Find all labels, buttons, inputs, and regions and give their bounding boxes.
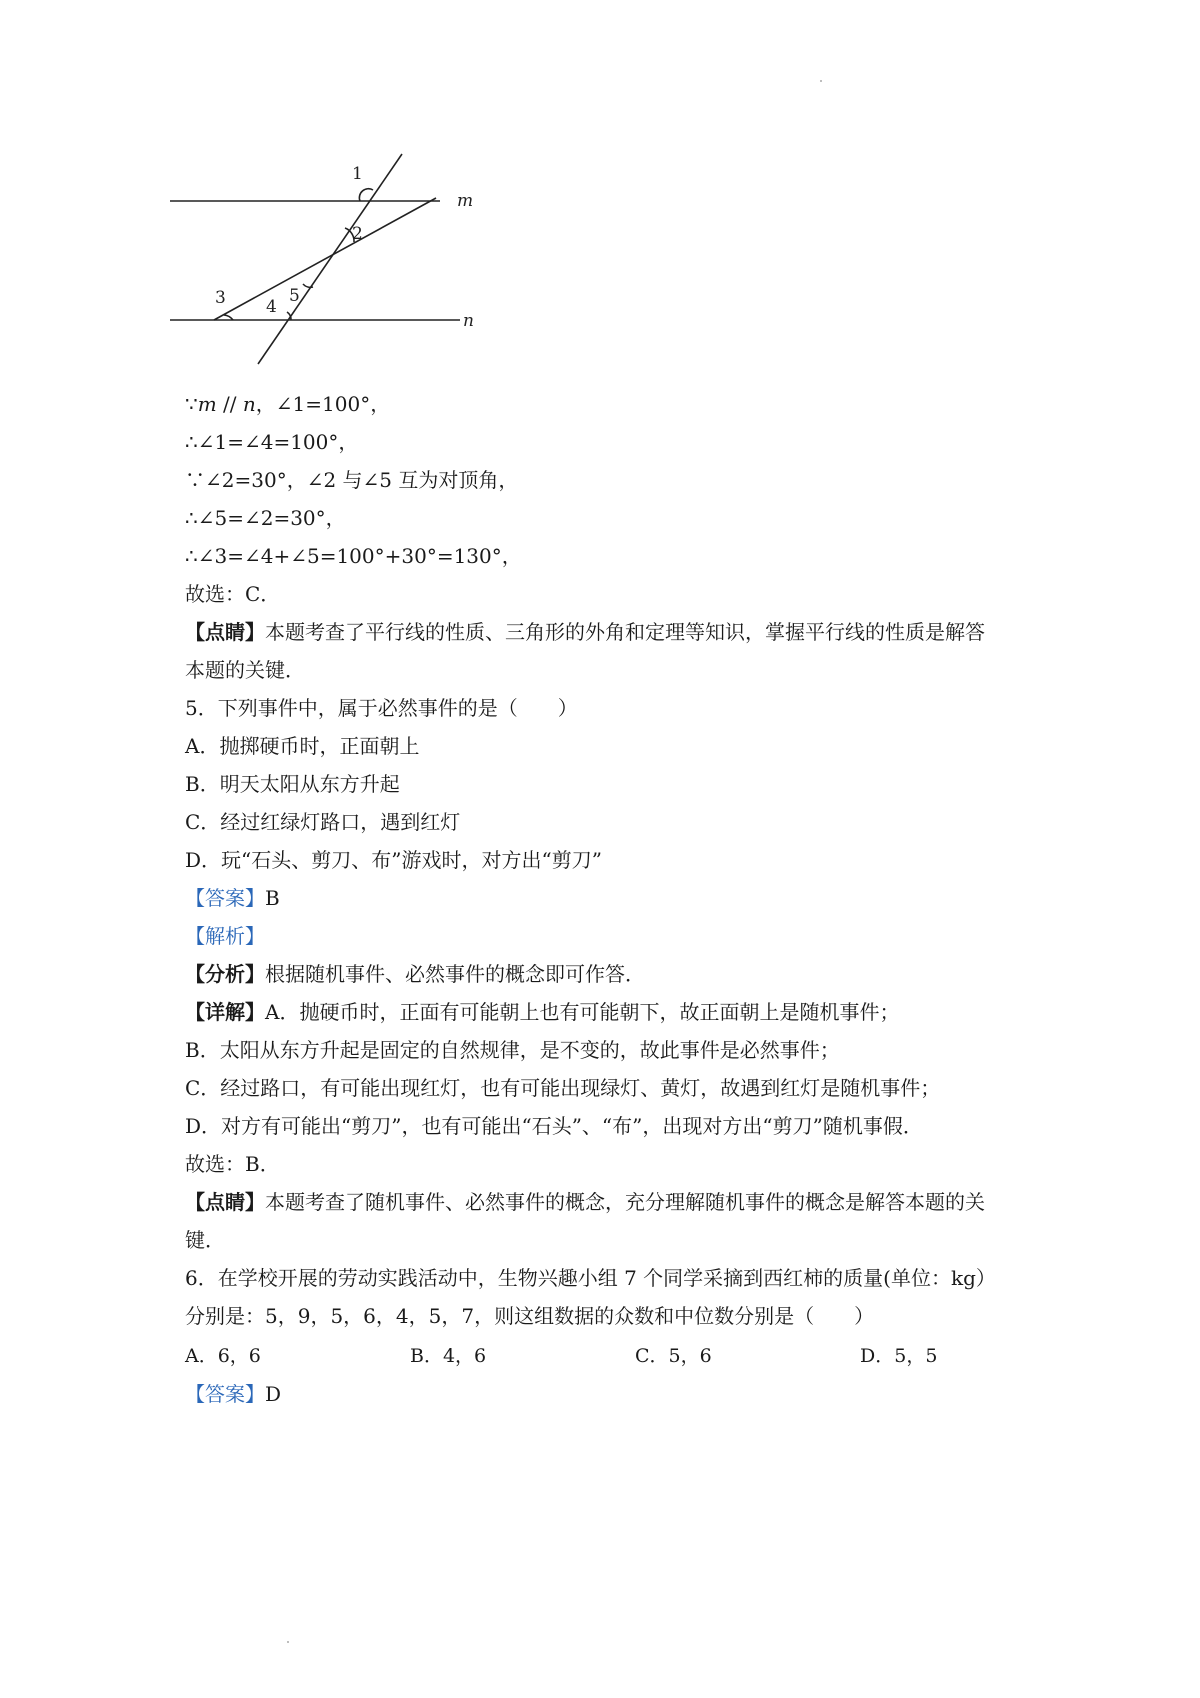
solution-line-4: ∴∠5=∠2=30°， xyxy=(185,506,346,530)
line-m-label: m xyxy=(457,191,474,211)
solution-line-3: ∵∠2=30°，∠2 与∠5 互为对顶角， xyxy=(185,468,519,492)
q5-option-b: B．明天太阳从东方升起 xyxy=(185,772,400,796)
q6-option-d: D．5，5 xyxy=(860,1345,938,1367)
angle-1-label: 1 xyxy=(352,164,363,184)
transversal-shallow xyxy=(214,198,436,320)
q6-option-b: B．4，6 xyxy=(410,1345,487,1367)
q5-xiangjie-a: 【详解】A．抛硬币时，正面有可能朝上也有可能朝下，故正面朝上是随机事件； xyxy=(185,1000,900,1024)
var-m: m xyxy=(197,392,217,416)
answer-value: D xyxy=(265,1382,282,1406)
q5-dianjing-line-1: 【点睛】本题考查了随机事件、必然事件的概念，充分理解随机事件的概念是解答本题的关 xyxy=(185,1190,985,1214)
solution-select: 故选：C． xyxy=(185,582,281,606)
comment-line-2: 本题的关键． xyxy=(185,658,305,682)
angle-4-label: 4 xyxy=(266,297,277,317)
q5-xiangjie-d: D．对方有可能出“剪刀”，也有可能出“石头”、“布”，出现对方出“剪刀”随机事假． xyxy=(185,1114,923,1138)
angle-2-label: 2 xyxy=(352,224,363,244)
q5-option-c: C．经过红绿灯路口，遇到红灯 xyxy=(185,810,461,834)
line-n-label: n xyxy=(463,311,474,331)
q5-xiangjie-c: C．经过路口，有可能出现红灯，也有可能出现绿灯、黄灯，故遇到红灯是随机事件； xyxy=(185,1076,941,1100)
comment-tag: 【点睛】 xyxy=(185,620,265,644)
parallel-lines-figure xyxy=(170,150,490,372)
solution-line-5: ∴∠3=∠4+∠5=100°+30°=130°， xyxy=(185,544,522,568)
angle-5-label: 5 xyxy=(289,286,300,306)
transversal-steep xyxy=(258,154,402,364)
solution-line-1: ∵m // n，∠1=100°， xyxy=(185,392,391,416)
q5-xiangjie-b: B．太阳从东方升起是固定的自然规律，是不变的，故此事件是必然事件； xyxy=(185,1038,840,1062)
q5-option-d: D．玩“石头、剪刀、布”游戏时，对方出“剪刀” xyxy=(185,848,602,872)
q6-stem-line-1: 6．在学校开展的劳动实践活动中，生物兴趣小组 7 个同学采摘到西红柿的质量(单位：kg） xyxy=(185,1266,996,1290)
q5-fenxi: 【分析】根据随机事件、必然事件的概念即可作答． xyxy=(185,962,645,986)
q5-answer xyxy=(185,884,280,912)
q5-analysis-tag: 【解析】 xyxy=(185,924,265,948)
scan-speck xyxy=(287,1641,289,1643)
answer-tag: 【答案】 xyxy=(185,886,265,910)
solution-line-2: ∴∠1=∠4=100°， xyxy=(185,430,359,454)
q5-dianjing-line-2: 键． xyxy=(185,1228,225,1252)
answer-value: B xyxy=(265,886,280,910)
q6-option-c: C．5，6 xyxy=(635,1345,712,1367)
angle-3-label: 3 xyxy=(215,288,226,308)
q6-stem-line-2: 分别是：5，9，5，6，4，5，7，则这组数据的众数和中位数分别是（ ） xyxy=(185,1304,875,1328)
comment-line-1: 【点睛】本题考查了平行线的性质、三角形的外角和定理等知识，掌握平行线的性质是解答 xyxy=(185,620,985,644)
q5-stem: 5．下列事件中，属于必然事件的是（ ） xyxy=(185,696,578,720)
var-n: n xyxy=(242,392,256,416)
answer-tag: 【答案】 xyxy=(185,1382,265,1406)
q6-option-a: A．6，6 xyxy=(185,1345,261,1367)
q5-select: 故选：B． xyxy=(185,1152,280,1176)
q6-answer xyxy=(185,1380,281,1408)
q5-option-a: A．抛掷硬币时，正面朝上 xyxy=(185,734,420,758)
scan-speck xyxy=(820,80,822,82)
